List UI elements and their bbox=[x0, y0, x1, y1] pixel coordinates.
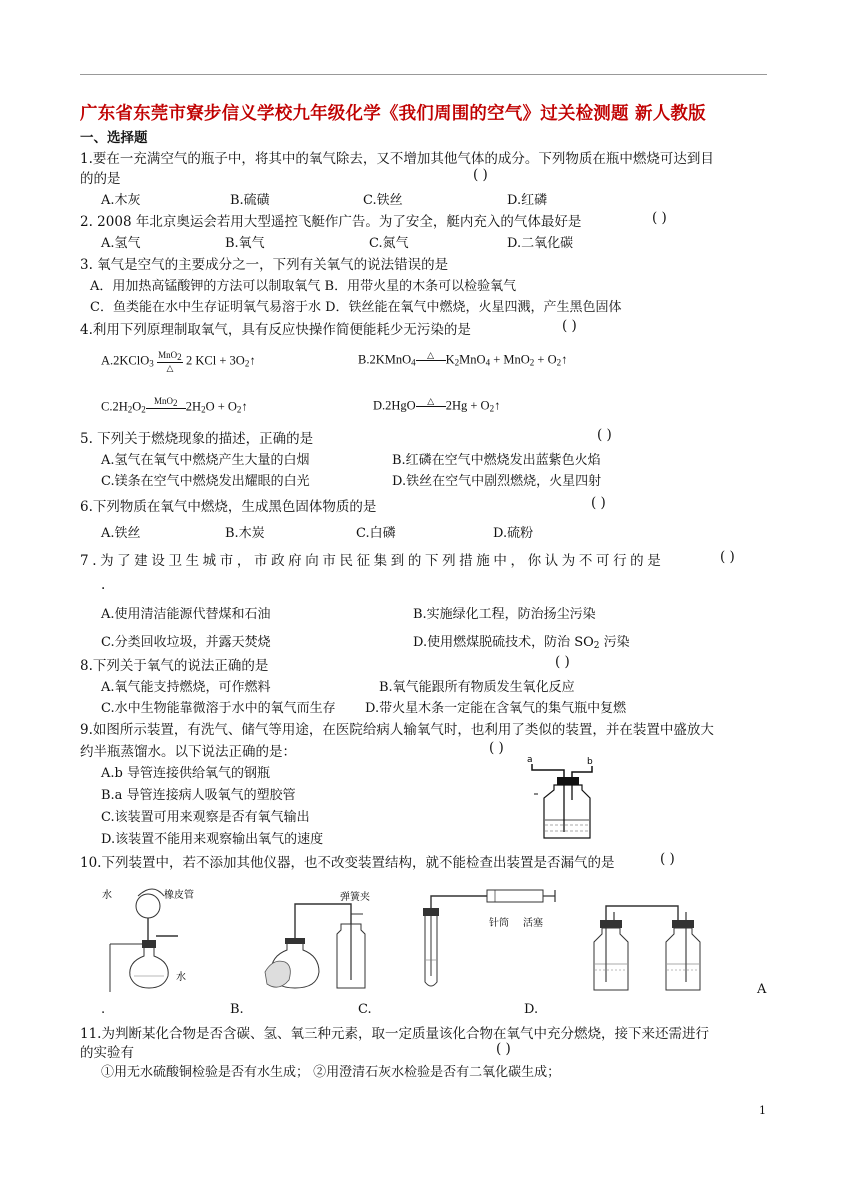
q9-option-a: A.b 导管连接供给氧气的钢瓶 bbox=[101, 766, 270, 781]
q6-answer-paren: ( ) bbox=[591, 495, 606, 511]
q1-option-b: B.硫磺 bbox=[230, 193, 270, 208]
page-number: 1 bbox=[759, 1104, 766, 1117]
q2-stem: 2. 2008 年北京奥运会若用大型遥控飞艇作广告。为了安全，艇内充入的气体最好是 bbox=[80, 214, 582, 230]
q7-stray-dot: . bbox=[101, 577, 106, 593]
q6-stem: 6.下列物质在氧气中燃烧，生成黑色固体物质的是 bbox=[80, 499, 377, 515]
q11-stem-line2: 的实验有 bbox=[80, 1045, 134, 1061]
q7-option-d: D.使用燃煤脱硫技术，防治 $SO_2$ 污染 bbox=[413, 635, 630, 651]
q5-option-c: C.镁条在空气中燃烧发出耀眼的白光 bbox=[101, 474, 310, 489]
q10-option-c-label: C. bbox=[358, 1002, 372, 1017]
q9-stem-line2: 约半瓶蒸馏水。以下说法正确的是： bbox=[80, 744, 296, 760]
label-spring-clamp: 弹簧夹 bbox=[340, 892, 370, 903]
apparatus-a-figure bbox=[98, 884, 198, 994]
label-rubber-tube: 橡皮管 bbox=[164, 890, 194, 901]
q1-option-d: D.红磷 bbox=[507, 193, 548, 208]
label-a: a bbox=[527, 755, 533, 765]
q2-answer-paren: ( ) bbox=[652, 210, 667, 226]
label-water-top: 水 bbox=[102, 890, 112, 901]
q9-stem-line1: 9.如图所示装置，有洗气、储气等用途，在医院给病人输氧气时，也利用了类似的装置，并在装置中盛放大 bbox=[80, 722, 714, 738]
q4-option-d-equation: D.2HgO △ $2Hg + O_2↑$ bbox=[373, 396, 501, 414]
q2-option-b: B.氧气 bbox=[225, 236, 265, 251]
label-piston: 活塞 bbox=[523, 918, 543, 929]
label-water-bottom: 水 bbox=[176, 972, 186, 983]
q7-answer-paren: ( ) bbox=[720, 549, 735, 565]
q8-option-c: C.水中生物能靠微溶于水中的氧气而生存 bbox=[101, 701, 336, 716]
q7-option-b: B.实施绿化工程，防治扬尘污染 bbox=[413, 607, 596, 622]
q7-stem: 7.为了建设卫生城市，市政府向市民征集到的下列措施中，你认为不可行的是 bbox=[80, 553, 665, 569]
q11-statement-line: ①用无水硫酸铜检验是否有水生成； ②用澄清石灰水检验是否有二氧化碳生成； bbox=[101, 1065, 561, 1080]
q5-option-a: A.氢气在氧气中燃烧产生大量的白烟 bbox=[101, 453, 310, 468]
q1-stem-line1: 1.要在一充满空气的瓶子中，将其中的氧气除去，又不增加其他气体的成分。下列物质在瓶中燃烧可达到目 bbox=[80, 151, 714, 167]
section-heading: 一、选择题 bbox=[80, 130, 148, 146]
q10-option-d-label: D. bbox=[524, 1002, 539, 1017]
q8-option-d: D.带火星木条一定能在含氧气的集气瓶中复燃 bbox=[365, 701, 627, 716]
q8-option-a: A.氧气能支持燃烧，可作燃料 bbox=[101, 680, 271, 695]
q11-answer-paren: ( ) bbox=[496, 1041, 511, 1057]
label-b: b bbox=[587, 757, 593, 767]
q8-answer-paren: ( ) bbox=[555, 654, 570, 670]
q9-option-b: B.a 导管连接病人吸氧气的塑胶管 bbox=[101, 788, 296, 803]
q3-options-cd: C．鱼类能在水中生存证明氧气易溶于水 D．铁丝能在氧气中燃烧，火星四溅，产生黑色固体 bbox=[90, 300, 622, 315]
q9-option-d: D.该装置不能用来观察输出氧气的速度 bbox=[101, 832, 324, 847]
q5-answer-paren: ( ) bbox=[597, 427, 612, 443]
apparatus-c-figure bbox=[405, 884, 565, 994]
q6-option-b: B.木炭 bbox=[225, 526, 265, 541]
q2-option-d: D.二氧化碳 bbox=[507, 236, 574, 251]
label-syringe: 针筒 bbox=[489, 918, 509, 929]
q2-option-a: A.氢气 bbox=[101, 236, 141, 251]
q4-option-b-equation: B.2KMnO$_4$ △ $K_2MnO_4 + MnO_2$ + $O_2↑$ bbox=[358, 350, 568, 368]
apparatus-b-figure bbox=[255, 884, 385, 994]
q10-option-a-label: A bbox=[757, 982, 767, 997]
q3-options-ab: A．用加热高锰酸钾的方法可以制取氧气 B．用带火星的木条可以检验氧气 bbox=[90, 279, 517, 294]
q6-option-c: C.白磷 bbox=[356, 526, 396, 541]
q6-option-d: D.硫粉 bbox=[493, 526, 534, 541]
q7-option-a: A.使用清洁能源代替煤和石油 bbox=[101, 607, 271, 622]
q10-option-b-label: B. bbox=[230, 1002, 244, 1017]
q10-stem: 10.下列装置中，若不添加其他仪器，也不改变装置结构，就不能检查出装置是否漏气的是 bbox=[80, 855, 615, 871]
q8-option-b: B.氧气能跟所有物质发生氧化反应 bbox=[379, 680, 575, 695]
q5-option-b: B.红磷在空气中燃烧发出蓝紫色火焰 bbox=[392, 453, 601, 468]
q4-option-a-equation: A.2KClO$_3$ MnO$_2$ △ 2 KCl + $3O_2↑$ bbox=[101, 350, 256, 373]
q8-stem: 8.下列关于氧气的说法正确的是 bbox=[80, 658, 269, 674]
wash-bottle-figure bbox=[512, 752, 612, 842]
q4-stem: 4.利用下列原理制取氧气，具有反应快操作简便能耗少无污染的是 bbox=[80, 322, 471, 338]
apparatus-d-figure bbox=[572, 884, 732, 994]
q3-stem: 3. 氧气是空气的主要成分之一，下列有关氧气的说法错误的是 bbox=[80, 257, 449, 273]
q10-option-a-dot: . bbox=[101, 1002, 106, 1017]
q11-stem-line1: 11.为判断某化合物是否含碳、氢、氧三种元素，取一定质量该化合物在氧气中充分燃烧，接下来还需进行 bbox=[80, 1026, 709, 1042]
q1-answer-paren: ( ) bbox=[473, 167, 488, 183]
q1-stem-line2: 的的是 bbox=[80, 171, 121, 187]
q10-answer-paren: ( ) bbox=[660, 851, 675, 867]
document-title: 广东省东莞市寮步信义学校九年级化学《我们周围的空气》过关检测题 新人教版 bbox=[80, 104, 706, 124]
q4-answer-paren: ( ) bbox=[562, 318, 577, 334]
header-rule bbox=[80, 74, 767, 75]
q9-option-c: C.该装置可用来观察是否有氧气输出 bbox=[101, 810, 310, 825]
q5-option-d: D.铁丝在空气中剧烈燃烧，火星四射 bbox=[392, 474, 602, 489]
q7-option-c: C.分类回收垃圾，并露天焚烧 bbox=[101, 635, 271, 650]
q1-option-c: C.铁丝 bbox=[363, 193, 403, 208]
q1-option-a: A.木灰 bbox=[101, 193, 141, 208]
q4-option-c-equation: $C.2H_2O_2$ MnO$_2$ $2H_2O$ + $O_2↑$ bbox=[101, 396, 248, 415]
q2-option-c: C.氮气 bbox=[369, 236, 409, 251]
q9-answer-paren: ( ) bbox=[489, 740, 504, 756]
q6-option-a: A.铁丝 bbox=[101, 526, 141, 541]
q5-stem: 5. 下列关于燃烧现象的描述，正确的是 bbox=[80, 431, 314, 447]
